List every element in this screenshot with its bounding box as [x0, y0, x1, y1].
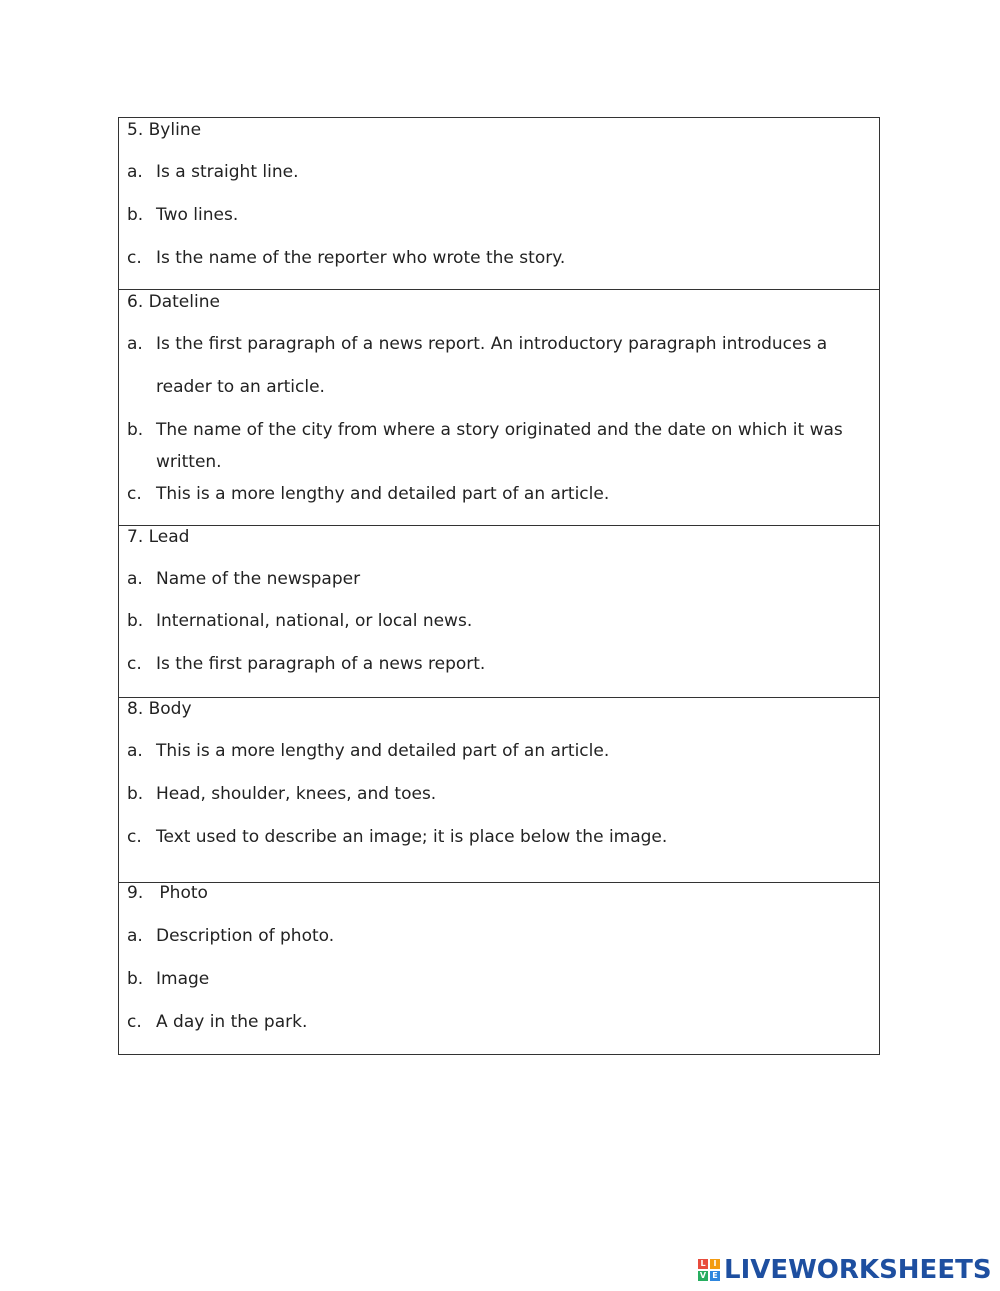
option-letter: b. [127, 969, 144, 989]
option-text-continued[interactable]: reader to an article. [156, 377, 325, 397]
option-letter: b. [127, 420, 144, 440]
option-text[interactable]: Is the name of the reporter who wrote the story. [156, 248, 566, 268]
option-letter: c. [127, 827, 142, 847]
option-text[interactable]: Head, shoulder, knees, and toes. [156, 784, 437, 804]
logo-block-e: E [710, 1271, 720, 1281]
option-letter: c. [127, 654, 142, 674]
option-letter: a. [127, 334, 143, 354]
option-letter: b. [127, 205, 144, 225]
option-letter: a. [127, 569, 143, 589]
option-text[interactable]: Two lines. [156, 205, 239, 225]
question-title: 5. Byline [127, 120, 202, 140]
logo-block-l: L [698, 1259, 708, 1269]
option-letter: c. [127, 248, 142, 268]
option-text[interactable]: Is the first paragraph of a news report. An introductory paragraph introduces a [156, 334, 828, 354]
option-letter: a. [127, 741, 143, 761]
question-row-6 [119, 290, 879, 526]
logo-block-v: V [699, 1271, 707, 1280]
option-text[interactable]: International, national, or local news. [156, 611, 473, 631]
option-text[interactable]: This is a more lengthy and detailed part of an article. [156, 484, 610, 504]
question-row-5 [119, 118, 879, 290]
option-text[interactable]: Description of photo. [156, 926, 335, 946]
option-text[interactable]: This is a more lengthy and detailed part of an article. [156, 741, 610, 761]
logo-block-i: I [710, 1259, 720, 1269]
question-title: 9. Photo [127, 883, 208, 903]
option-text[interactable]: Is the first paragraph of a news report. [156, 654, 486, 674]
option-text-continued[interactable]: written. [156, 452, 222, 472]
option-letter: a. [127, 162, 143, 182]
option-letter: b. [127, 784, 144, 804]
logo-blocks-icon [698, 1259, 720, 1281]
question-title: 7. Lead [127, 527, 190, 547]
logo-text: LIVEWORKSHEETS [724, 1255, 992, 1285]
option-text[interactable]: A day in the park. [156, 1012, 308, 1032]
option-text[interactable]: Name of the newspaper [156, 569, 361, 589]
question-title: 6. Dateline [127, 292, 220, 312]
option-text[interactable]: Text used to describe an image; it is place below the image. [156, 827, 668, 847]
liveworksheets-logo[interactable] [698, 1256, 992, 1284]
option-letter: a. [127, 926, 143, 946]
option-text[interactable]: Image [156, 969, 210, 989]
question-row-8 [119, 698, 879, 883]
question-title: 8. Body [127, 699, 192, 719]
quiz-table [118, 117, 880, 1055]
option-text[interactable]: The name of the city from where a story originated and the date on which it was [156, 420, 843, 440]
option-letter: b. [127, 611, 144, 631]
question-row-7 [119, 526, 879, 698]
option-letter: c. [127, 1012, 142, 1032]
option-letter: c. [127, 484, 142, 504]
question-row-9 [119, 883, 879, 1055]
option-text[interactable]: Is a straight line. [156, 162, 299, 182]
